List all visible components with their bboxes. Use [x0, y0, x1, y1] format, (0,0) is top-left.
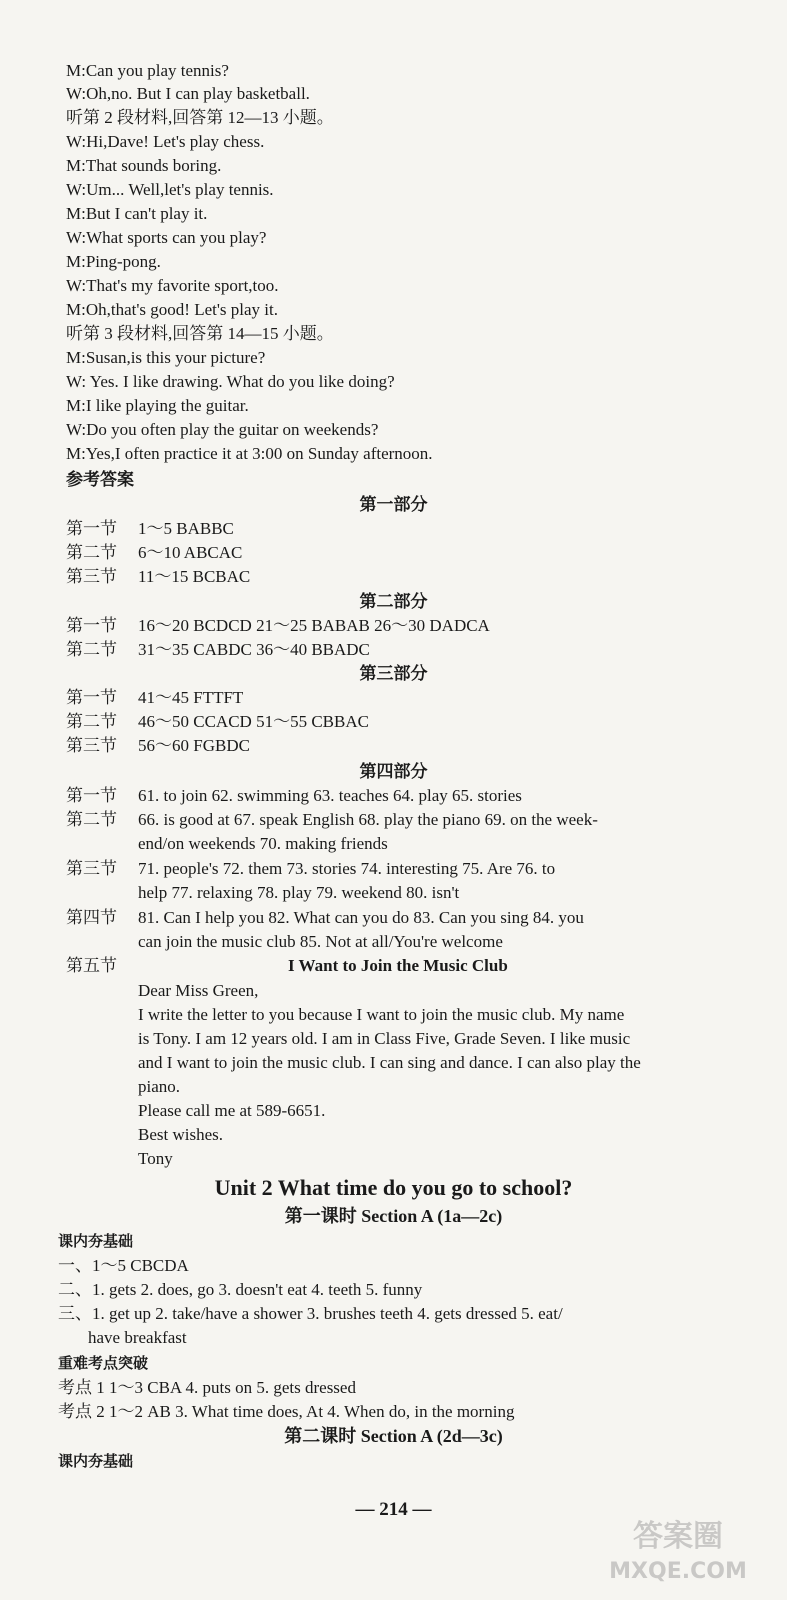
section-label: 第二节	[66, 712, 117, 731]
basic-heading: 课内夯基础	[58, 1234, 134, 1250]
part3-title: 第三部分	[359, 664, 428, 683]
dialogue-line: M:Can you play tennis?	[66, 61, 229, 80]
basic-line: 三、1. get up 2. take/have a shower 3. brushes teeth 4. gets dressed 5. eat/	[58, 1304, 563, 1323]
answer-row: 81. Can I help you 82. What can you do 83. Can you sing 84. you	[138, 908, 584, 927]
answer-row: 6～10 ABCAC	[138, 543, 243, 562]
dialogue-line: M:Oh,that's good! Let's play it.	[66, 300, 278, 319]
dialogue-line: M:I like playing the guitar.	[66, 396, 249, 415]
dialogue-line: M:Yes,I often practice it at 3:00 on Sunday afternoon.	[66, 444, 433, 463]
essay-line: Dear Miss Green,	[138, 981, 259, 1000]
dialogue-line: W:What sports can you play?	[66, 228, 267, 247]
key-heading: 重难考点突破	[58, 1356, 149, 1372]
section-label: 第二节	[66, 543, 117, 562]
section-label: 第三节	[66, 736, 117, 755]
section-label: 第一节	[66, 786, 117, 805]
answer-row: 1～5 BABBC	[138, 519, 234, 538]
key-line: 考点 1 1～3 CBA 4. puts on 5. gets dressed	[58, 1378, 356, 1397]
lesson1-title: 第一课时 Section A (1a—2c)	[284, 1206, 503, 1226]
answer-row: 71. people's 72. them 73. stories 74. interesting 75. Are 76. to	[138, 859, 556, 878]
section-label: 第四节	[66, 908, 117, 927]
essay-line: Tony	[138, 1149, 173, 1168]
dialogue-line: M:That sounds boring.	[66, 156, 222, 175]
dialogue-line: 听第 3 段材料,回答第 14—15 小题。	[66, 324, 334, 343]
basic-heading-2: 课内夯基础	[58, 1454, 134, 1470]
answer-row-cont: can join the music club 85. Not at all/You're welcome	[138, 932, 503, 951]
unit-title: Unit 2 What time do you go to school?	[214, 1175, 573, 1200]
essay-line: and I want to join the music club. I can sing and dance. I can also play the	[138, 1053, 641, 1072]
section-label: 第五节	[66, 956, 117, 975]
answer-row: 16～20 BCDCD 21～25 BABAB 26～30 DADCA	[138, 616, 490, 635]
svg-text:答案圈: 答案圈	[633, 1519, 723, 1554]
key-line: 考点 2 1～2 AB 3. What time does, At 4. When do, in the morning	[58, 1402, 515, 1421]
answer-row: 46～50 CCACD 51～55 CBBAC	[138, 712, 369, 731]
answer-row: 11～15 BCBAC	[138, 567, 251, 586]
part1-title: 第一部分	[359, 495, 428, 514]
section-label: 第一节	[66, 519, 117, 538]
dialogue-line: W:Um... Well,let's play tennis.	[66, 180, 274, 199]
essay-title: I Want to Join the Music Club	[288, 956, 508, 975]
essay-line: Best wishes.	[138, 1125, 223, 1144]
part4-title: 第四部分	[359, 762, 428, 781]
dialogue-line: M:But I can't play it.	[66, 204, 208, 223]
dialogue-line: W: Yes. I like drawing. What do you like doing?	[66, 372, 395, 391]
basic-line-cont: have breakfast	[88, 1328, 187, 1347]
dialogue-line: 听第 2 段材料,回答第 12—13 小题。	[66, 108, 334, 127]
basic-line: 二、1. gets 2. does, go 3. doesn't eat 4. teeth 5. funny	[58, 1280, 423, 1299]
answer-row-cont: end/on weekends 70. making friends	[138, 834, 388, 853]
essay-line: piano.	[138, 1077, 181, 1096]
section-label: 第二节	[66, 640, 117, 659]
dialogue-line: W:That's my favorite sport,too.	[66, 276, 279, 295]
essay-line: is Tony. I am 12 years old. I am in Class Five, Grade Seven. I like music	[138, 1029, 631, 1048]
essay-line: I write the letter to you because I want to join the music club. My name	[138, 1005, 625, 1024]
answer-row: 31～35 CABDC 36～40 BBADC	[138, 640, 370, 659]
dialogue-line: M:Ping-pong.	[66, 252, 161, 271]
section-label: 第一节	[66, 688, 117, 707]
essay-line: Please call me at 589-6651.	[138, 1101, 326, 1120]
section-label: 第三节	[66, 859, 117, 878]
page-number: — 214 —	[355, 1499, 432, 1520]
answer-row-cont: help 77. relaxing 78. play 79. weekend 80. isn't	[138, 883, 460, 902]
answer-row: 56～60 FGBDC	[138, 736, 250, 755]
part2-title: 第二部分	[359, 592, 428, 611]
dialogue-line: M:Susan,is this your picture?	[66, 348, 266, 367]
section-label: 第一节	[66, 616, 117, 635]
answer-row: 61. to join 62. swimming 63. teaches 64. play 65. stories	[138, 786, 522, 805]
answer-row: 66. is good at 67. speak English 68. play the piano 69. on the week-	[138, 810, 598, 829]
section-label: 第三节	[66, 567, 117, 586]
basic-line: 一、1～5 CBCDA	[58, 1256, 189, 1275]
lesson2-title: 第二课时 Section A (2d—3c)	[284, 1426, 503, 1446]
dialogue-line: W:Hi,Dave! Let's play chess.	[66, 132, 265, 151]
dialogue-line: W:Do you often play the guitar on weekends?	[66, 420, 379, 439]
svg-text:MXQE.COM: MXQE.COM	[609, 1559, 747, 1584]
answers-heading: 参考答案	[66, 470, 134, 489]
section-label: 第二节	[66, 810, 117, 829]
dialogue-line: W:Oh,no. But I can play basketball.	[66, 84, 310, 103]
watermark-logo	[583, 1508, 773, 1588]
answer-row: 41～45 FTTFT	[138, 688, 244, 707]
